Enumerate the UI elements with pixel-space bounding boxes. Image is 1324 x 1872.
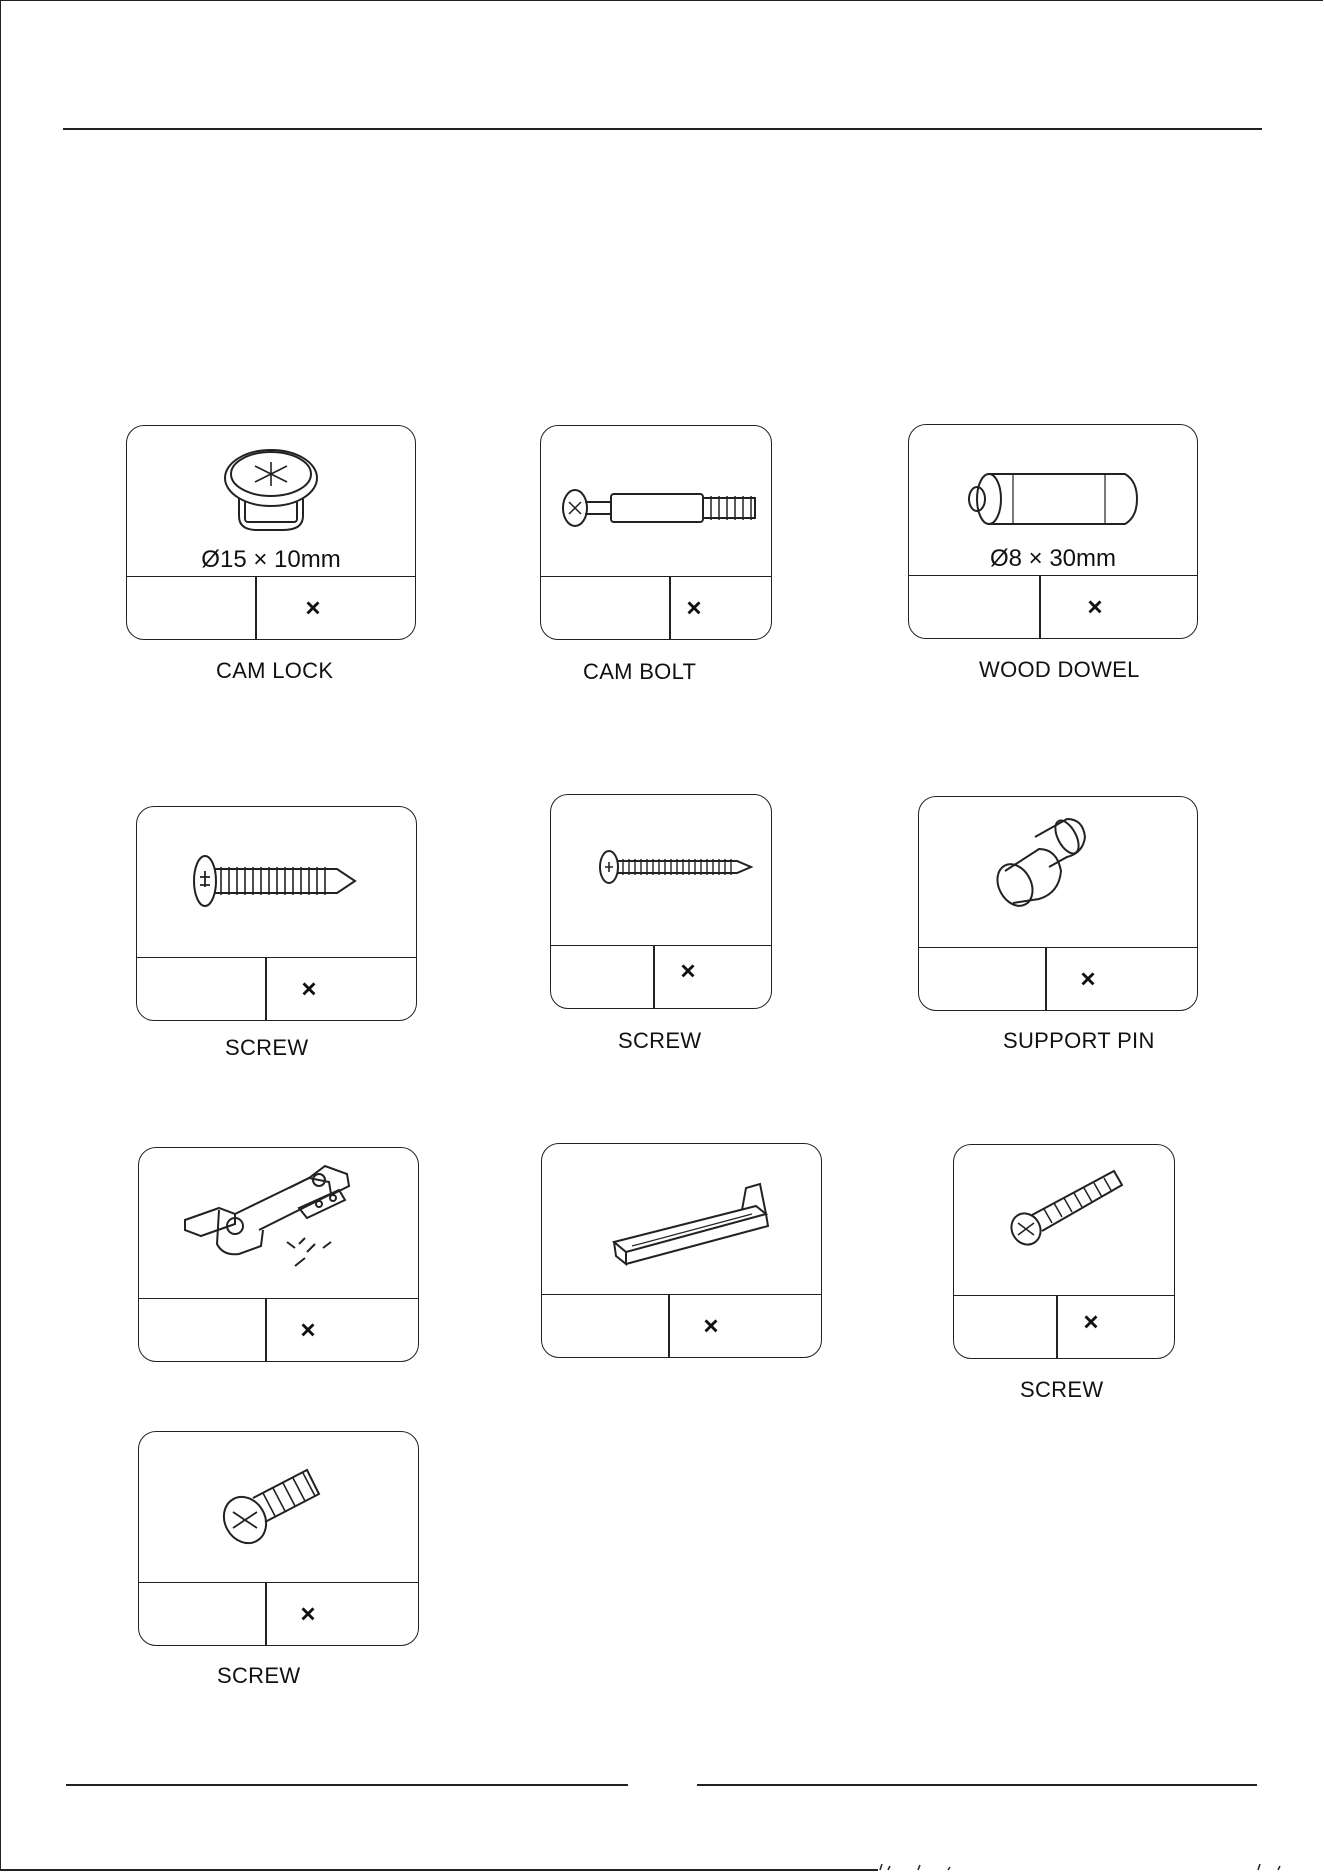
quantity-row bbox=[551, 945, 771, 1008]
footer-rule-left bbox=[66, 1784, 628, 1786]
hardware-card-wood-dowel bbox=[908, 424, 1198, 639]
wood-screw-icon bbox=[137, 807, 418, 957]
cam-bolt-label: CAM BOLT bbox=[583, 659, 697, 684]
machine-screw-icon bbox=[954, 1145, 1176, 1295]
quantity-row bbox=[139, 1298, 418, 1361]
cam-lock-label: CAM LOCK bbox=[216, 658, 334, 683]
quantity-row bbox=[954, 1295, 1174, 1358]
cam-lock-dimension: Ø15 × 10mm bbox=[201, 546, 341, 573]
times-sign: × bbox=[686, 592, 702, 623]
hardware-card-screw-large bbox=[136, 806, 417, 1021]
times-sign: × bbox=[703, 1310, 719, 1341]
quantity-row bbox=[127, 576, 415, 639]
hardware-card-short-screw bbox=[138, 1431, 419, 1646]
times-sign: × bbox=[301, 973, 317, 1004]
handle-icon bbox=[542, 1144, 823, 1294]
wood-dowel-dimension: Ø8 × 30mm bbox=[989, 545, 1117, 572]
cam-bolt-icon bbox=[541, 426, 773, 576]
quantity-row bbox=[137, 957, 416, 1020]
hardware-card-support-pin bbox=[918, 796, 1198, 1011]
short-screw-label: SCREW bbox=[217, 1663, 301, 1688]
header-rule bbox=[63, 128, 1262, 130]
hinge-icon bbox=[139, 1148, 420, 1298]
long-screw-icon bbox=[551, 795, 773, 945]
support-pin-icon bbox=[919, 797, 1199, 947]
wood-dowel-label: WOOD DOWEL bbox=[979, 657, 1140, 682]
screw-large-label: SCREW bbox=[225, 1035, 309, 1060]
hardware-card-cam-bolt bbox=[540, 425, 772, 640]
times-sign: × bbox=[305, 592, 321, 623]
times-sign: × bbox=[1080, 963, 1096, 994]
quantity-row bbox=[139, 1582, 418, 1645]
times-sign: × bbox=[1087, 591, 1103, 622]
hardware-card-cam-lock bbox=[126, 425, 416, 640]
footer-rule-right bbox=[697, 1784, 1257, 1786]
support-pin-label: SUPPORT PIN bbox=[1003, 1028, 1155, 1053]
short-screw-icon bbox=[139, 1432, 420, 1582]
hardware-card-machine-screw bbox=[953, 1144, 1175, 1359]
machine-screw-label: SCREW bbox=[1020, 1377, 1104, 1402]
quantity-row bbox=[919, 947, 1197, 1010]
hardware-card-handle bbox=[541, 1143, 822, 1358]
quantity-row bbox=[909, 575, 1197, 638]
times-sign: × bbox=[300, 1314, 316, 1345]
times-sign: × bbox=[680, 955, 696, 986]
times-sign: × bbox=[300, 1598, 316, 1629]
bottom-edge-rule bbox=[0, 1869, 878, 1871]
times-sign: × bbox=[1083, 1306, 1099, 1337]
hardware-card-hinge bbox=[138, 1147, 419, 1362]
quantity-row bbox=[542, 1294, 821, 1357]
footer-marks bbox=[878, 1862, 1298, 1872]
quantity-row bbox=[541, 576, 771, 639]
screw-long-label: SCREW bbox=[618, 1028, 702, 1053]
hardware-card-screw-long bbox=[550, 794, 772, 1009]
